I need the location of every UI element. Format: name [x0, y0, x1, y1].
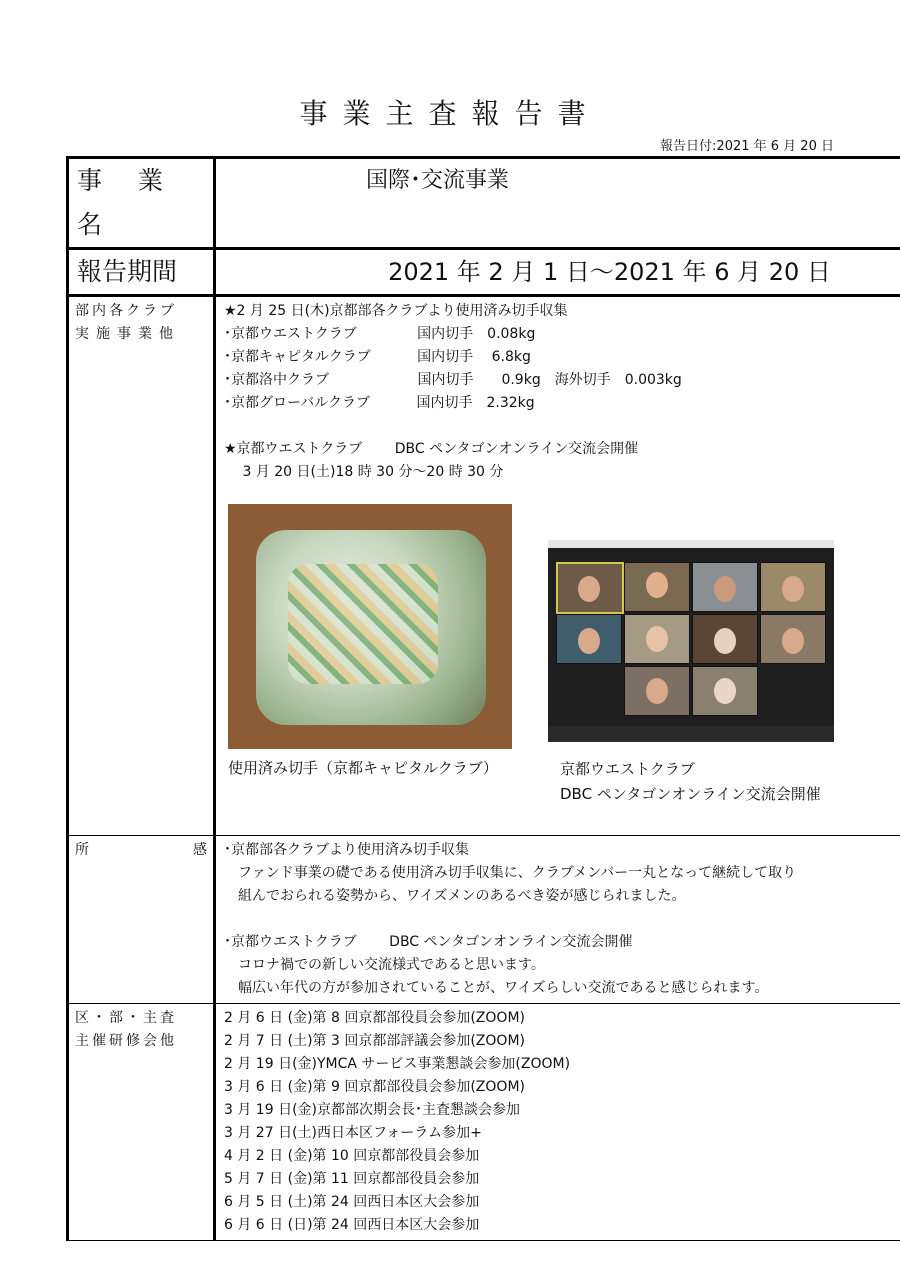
clubs-label-line1: 部内各クラブ: [75, 303, 177, 319]
clubs-lines: [224, 300, 900, 484]
impressions-line: [224, 908, 900, 931]
meetings-line: 6 月 5 日 (土)第 24 回西日本区大会参加: [224, 1194, 480, 1210]
impressions-content: [215, 836, 900, 1004]
meetings-line: 5 月 7 日 (金)第 11 回京都部役員会参加: [224, 1171, 480, 1187]
clubs-line: ★2 月 25 日(木)京都部各クラブより使用済み切手収集: [224, 303, 568, 319]
period-row: [68, 249, 900, 296]
meetings-line: 3 月 19 日(金)京都部次期会長･主査懇談会参加: [224, 1102, 520, 1118]
meetings-line: 6 月 6 日 (日)第 24 回西日本区大会参加: [224, 1217, 480, 1233]
meetings-line: 2 月 19 日(金)YMCA サービス事業懇談会参加(ZOOM): [224, 1056, 571, 1072]
impressions-line: 組んでおられる姿勢から、ワイズメンのあるべき姿が感じられました。: [224, 888, 686, 904]
period-value: 2021 年 2 月 1 日～2021 年 6 月 20 日: [215, 249, 900, 296]
meetings-label-line2: 主催研修会他: [75, 1033, 177, 1049]
clubs-line: ･京都キャピタルクラブ 国内切手 6.8kg: [224, 349, 531, 365]
meetings-label: [68, 1004, 215, 1241]
clubs-line: ･京都グローバルクラブ 国内切手 2.32kg: [224, 395, 535, 411]
photo2-caption-line2: DBC ペンタゴンオンライン交流会開催: [560, 785, 821, 803]
meetings-content: [215, 1004, 900, 1241]
meetings-line: 3 月 27 日(土)西日本区フォーラム参加+: [224, 1125, 482, 1141]
clubs-line: ★京都ウエストクラブ DBC ペンタゴンオンライン交流会開催: [224, 441, 639, 457]
impressions-label-right: 感: [193, 842, 207, 858]
impressions-lines: [224, 839, 900, 1000]
clubs-row: [68, 296, 900, 836]
report-table: [66, 156, 900, 1241]
meetings-lines: [224, 1007, 900, 1237]
meetings-row: [68, 1004, 900, 1241]
photo1-caption: 使用済み切手（京都キャピタルクラブ）: [228, 759, 498, 777]
stamps-box-photo: [228, 504, 512, 749]
clubs-line: [224, 415, 900, 438]
photos-area: [224, 484, 900, 804]
impressions-line: ･京都ウエストクラブ DBC ペンタゴンオンライン交流会開催: [224, 934, 633, 950]
impressions-line: ファンド事業の礎である使用済み切手収集に、クラブメンバー一丸となって継続して取り: [224, 865, 797, 881]
impressions-label: [68, 836, 215, 1004]
impressions-row: [68, 836, 900, 1004]
project-value: 国際･交流事業: [215, 158, 900, 249]
impressions-line: 幅広い年代の方が参加されていることが、ワイズらしい交流であると感じられます。: [224, 980, 769, 996]
clubs-label-line2: 実施事業他: [75, 326, 180, 342]
meetings-line: 3 月 6 日 (金)第 9 回京都部役員会参加(ZOOM): [224, 1079, 525, 1095]
impressions-label-left: 所: [75, 842, 89, 858]
project-row: [68, 158, 900, 249]
meetings-line: 2 月 6 日 (金)第 8 回京都部役員会参加(ZOOM): [224, 1010, 525, 1026]
photo2-caption: [560, 757, 821, 807]
document-title: 事業主査報告書: [299, 97, 601, 130]
clubs-content: [215, 296, 900, 836]
report-date: 報告日付:2021 年 6 月 20 日: [660, 139, 834, 154]
clubs-label: [68, 296, 215, 836]
period-label: 報告期間: [68, 249, 215, 296]
clubs-line: 3 月 20 日(土)18 時 30 分～20 時 30 分: [224, 464, 504, 480]
impressions-line: コロナ禍での新しい交流様式であると思います。: [224, 957, 545, 973]
impressions-line: ･京都部各クラブより使用済み切手収集: [224, 842, 469, 858]
meetings-label-line1: 区・部・主査: [75, 1010, 177, 1026]
meetings-line: 2 月 7 日 (土)第 3 回京都部評議会参加(ZOOM): [224, 1033, 525, 1049]
project-label: 事 業 名: [68, 158, 215, 249]
zoom-meeting-photo: [548, 540, 834, 742]
meetings-line: 4 月 2 日 (金)第 10 回京都部役員会参加: [224, 1148, 480, 1164]
photo2-caption-line1: 京都ウエストクラブ: [560, 760, 695, 778]
clubs-line: ･京都洛中クラブ 国内切手 0.9kg 海外切手 0.003kg: [224, 372, 682, 388]
clubs-line: ･京都ウエストクラブ 国内切手 0.08kg: [224, 326, 536, 342]
